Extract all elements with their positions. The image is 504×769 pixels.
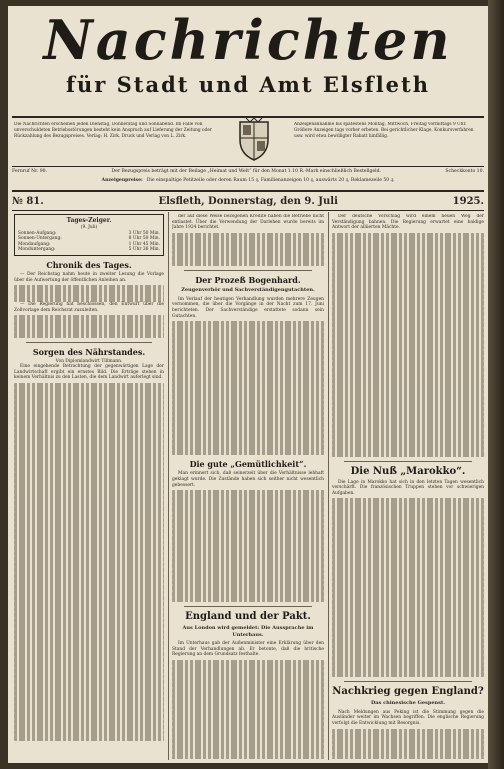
tageszeiger-date: (9. Juli)	[80, 225, 98, 230]
text-line	[14, 315, 164, 321]
row-value: 1 Uhr 45 Min.	[128, 241, 160, 247]
row-label: Monduntergang:	[18, 247, 56, 253]
issue-date: Elsfleth, Donnerstag, den 9. Juli	[158, 195, 338, 207]
dateline-rule-top	[12, 190, 484, 192]
article-body-lines	[332, 498, 484, 677]
column-2	[172, 214, 324, 759]
advertising-notice: Anzeigenannahme bis spätestens Montag, Mittwoch, Freitag vormittags 9 Uhr. Größere Anzeigen tags vorher erbeten. Bei gerichtlicher Klage, Konkursverfahren usw. wird etwa bewilligter Rabatt hinfällig.	[294, 122, 474, 139]
article-paragraph: der auf diese Weise bezogenen Kredite haben die Betriebe nicht entlastet. Über die Verwendung der Darlehen wurde bereits im Jahre 1924 berichtet.	[172, 214, 324, 231]
article-separator	[344, 681, 472, 682]
article-separator	[344, 461, 472, 462]
text-line	[14, 285, 164, 291]
headline-marokko: Die Nuß „Marokko“.	[350, 465, 466, 477]
headline-naehrstand: Sorgen des Nährstandes.	[32, 346, 146, 357]
row-value: 3 Uhr 50 Min.	[128, 230, 160, 236]
article-byline: Von Diplomlandwirt Tillmann.	[55, 358, 123, 364]
subscription-price: Der Bezugspreis beträgt mit der Beilage „Heimat und Welt“ für den Monat 1.10 R.-Mark einschließlich Bestellgeld.	[111, 169, 381, 174]
headline-prozess: Der Prozeß Bogenhard.	[195, 275, 301, 286]
text-line	[14, 332, 164, 338]
article-paragraph: — Die Regierung hat beschlossen, den Entwurf über die Zollvorlage dem Reichsrat zuzuleiten.	[14, 301, 164, 313]
tageszeiger-title: Tages-Zeiger.	[66, 217, 112, 224]
masthead-subtitle: für Stadt und Amt Elsfleth	[65, 72, 431, 97]
coat-of-arms-icon	[234, 118, 274, 162]
column-1	[14, 214, 164, 759]
phone-number: Fernruf Nr. 90.	[12, 169, 48, 174]
row-value: 8 Uhr 50 Min.	[128, 236, 160, 242]
newspaper-page	[8, 6, 488, 763]
article-paragraph: Die Lage in Marokko hat sich in den letzten Tagen wesentlich verschärft. Die französischen Truppen stehen vor schwierigen Aufgaben.	[332, 479, 484, 496]
article-body-lines	[172, 321, 324, 455]
article-body-lines	[332, 233, 484, 457]
article-separator	[26, 342, 152, 343]
header-rule-mid	[12, 166, 484, 167]
article-subhead: Aus London wird gemeldet: Die Aussprache im Unterhaus.	[182, 625, 314, 638]
article-paragraph: Der deutsche Vorschlag wird einem neuen Weg der Verständigung bahnen. Die Regierung erwartet eine baldige Antwort der alliierten Mächte.	[332, 214, 484, 231]
article-separator	[184, 606, 312, 607]
bank-account: Scheckkonto 10.	[445, 169, 484, 174]
dateline	[12, 194, 484, 208]
issue-year: 1925.	[452, 195, 484, 207]
article-separator	[184, 270, 312, 271]
row-label: Mondaufgang:	[18, 241, 51, 247]
tageszeiger-box	[14, 214, 164, 256]
row-label: Sonnen-Untergang:	[18, 236, 62, 242]
headline-chronik: Chronik des Tages.	[46, 259, 132, 270]
tageszeiger-row	[18, 247, 160, 253]
column-divider	[168, 212, 169, 760]
ad-prices-label: Anzeigenpreise:	[101, 178, 143, 183]
article-paragraph: Im Verlauf der heutigen Verhandlung wurden mehrere Zeugen vernommen, die über die Vorgänge in der Nacht zum 17. Juni berichteten. Der Sachverständige erstattete sodann sein Gutachten.	[172, 296, 324, 319]
article-paragraph: — Der Reichstag nahm heute in zweiter Lesung die Vorlage über die Aufwertung der öffentlichen Anleihen an.	[14, 271, 164, 283]
article-subhead: Zeugenverhör und Sachverständigengutachten.	[181, 287, 315, 294]
ad-prices: Die einspaltige Petitzeile oder deren Raum 15 ₰, Familienanzeigen 10 ₰, auswärts 20 ₰, Reklamezeile 50 ₰.	[146, 178, 395, 183]
book-spine	[488, 0, 504, 769]
headline-england: England und der Pakt.	[185, 611, 311, 623]
article-subhead: Das chinesische Gespenst.	[370, 700, 446, 707]
article-paragraph: Nach Meldungen aus Peking ist die Stimmung gegen die Ausländer weiter im Wachsen begriffen. Die englische Regierung verfolgt die Entwicklung mit Besorgnis.	[332, 709, 484, 726]
article-body-lines	[332, 729, 484, 759]
row-value: 5 Uhr 36 Min.	[128, 247, 160, 253]
headline-gemuetlichkeit: Die gute „Gemütlichkeit“.	[189, 459, 307, 470]
row-label: Sonnen-Aufgang:	[18, 230, 57, 236]
article-body-lines	[172, 490, 324, 602]
article-body-lines	[172, 660, 324, 759]
text-line	[14, 296, 164, 302]
price-line	[12, 168, 484, 176]
column-divider	[328, 212, 329, 760]
article-paragraph: Man erinnert sich, daß seinerzeit über die Verhältnisse lebhaft geklagt wurde. Die Zustände haben sich seither nicht wesentlich gebessert.	[172, 471, 324, 488]
issue-number: № 81.	[12, 195, 44, 207]
headline-nachkrieg: Nachkrieg gegen England?	[332, 686, 484, 698]
masthead-title: Nachrichten	[43, 10, 453, 70]
column-3	[332, 214, 484, 759]
ad-price-line	[12, 177, 484, 185]
article-body-lines	[14, 383, 164, 741]
article-paragraph: Eine eingehende Betrachtung der gegenwärtigen Lage der Landwirtschaft ergibt ein ernstes Bild. Die Erträge stehen in keinem Verhältnis zu den Lasten, die dem Landwirt auferlegt sind.	[14, 364, 164, 381]
publication-notice: Die Nachrichten erscheinen jeden Dienstag, Donnerstag und Sonnabend. Im Falle von unverschuldeten Betriebsstörungen besteht kein Anspruch auf Lieferung der Zeitung oder Rückzahlung des Bezugspreises. Verlag: H. Zirk. Druck und Verlag von L. Zirk.	[14, 122, 212, 139]
dateline-rule-bottom	[12, 210, 484, 211]
article-paragraph: Im Unterhaus gab der Außenminister eine Erklärung über den Stand der Verhandlungen ab. Er betonte, daß die britische Regierung an dem Grundsatz festhalte.	[172, 641, 324, 658]
